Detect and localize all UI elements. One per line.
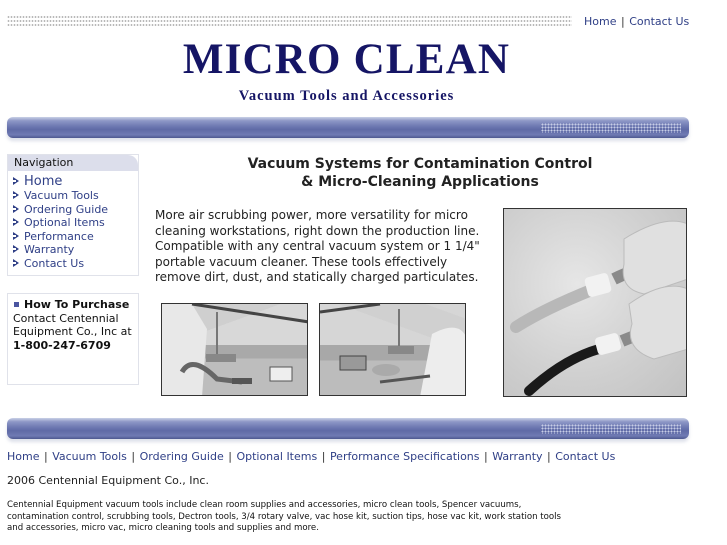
- sidebar-item-vacuum-tools[interactable]: [13, 189, 138, 203]
- arrow-bullet-icon: [13, 177, 20, 185]
- purchase-text: Contact Centennial Equipment Co., Inc at: [13, 311, 132, 339]
- sidebar-item-label[interactable]: Ordering Guide: [24, 202, 109, 216]
- page-title: [205, 155, 635, 191]
- vacuum-hose-tools-photo: [503, 208, 687, 397]
- page-title-line-1: Vacuum Systems for Contamination Control: [247, 156, 593, 172]
- sidebar-item-performance[interactable]: [13, 230, 138, 244]
- top-nav-home-link[interactable]: Home: [584, 15, 617, 28]
- arrow-bullet-icon: [13, 245, 20, 253]
- separator: |: [228, 450, 232, 463]
- separator: |: [321, 450, 326, 463]
- copyright-text: 2006 Centennial Equipment Co., Inc.: [7, 474, 209, 487]
- sidebar-item-label[interactable]: Performance: [24, 229, 94, 243]
- footer-link-optional-items[interactable]: Optional Items: [236, 450, 318, 463]
- separator: |: [547, 450, 551, 463]
- arrow-bullet-icon: [13, 218, 20, 226]
- decorative-dot-pattern: [7, 15, 572, 27]
- separator: |: [620, 15, 625, 28]
- arrow-bullet-icon: [13, 259, 20, 267]
- workstation-photo-2: [319, 303, 466, 396]
- sidebar-item-label[interactable]: Optional Items: [24, 216, 105, 230]
- intro-paragraph: More air scrubbing power, more versatility for micro cleaning workstations, right down the production line. Compatible with any central vacuum system or 1 1/4" portable vacuum cleaner. These tools effectively remove dirt, dust, and statically charged particulates.: [155, 208, 480, 284]
- workstation-photo-1: [161, 303, 308, 396]
- purchase-title: How To Purchase: [24, 298, 130, 311]
- sidebar-item-optional-items[interactable]: [13, 216, 138, 230]
- sidebar-item-label[interactable]: Warranty: [24, 243, 75, 257]
- page-title-line-2: & Micro-Cleaning Applications: [301, 174, 539, 190]
- logo-title: MICRO CLEAN: [182, 36, 511, 83]
- separator: |: [131, 450, 136, 463]
- footer-link-warranty[interactable]: Warranty: [492, 450, 543, 463]
- separator: |: [43, 450, 48, 463]
- footer-link-ordering-guide[interactable]: Ordering Guide: [139, 450, 224, 463]
- separator: |: [484, 450, 488, 463]
- footer-link-performance-specifications[interactable]: Performance Specifications: [329, 450, 480, 463]
- purchase-phone: 1-800-247-6709: [13, 338, 111, 352]
- purchase-info-box: [7, 293, 139, 385]
- sidebar-item-ordering-guide[interactable]: [13, 203, 138, 217]
- sidebar-item-label[interactable]: Contact Us: [24, 256, 85, 270]
- seo-description: Centennial Equipment vacuum tools include clean room supplies and accessories, micro clean tools, Spencer vacuums, contamination control, scrubbing tools, Dectron tools, 3/4 rotary valve, vac hose kit, suction tips, hose vac kit, work station tools and accessories, micro vac, micro cleaning tools and supplies and more.: [7, 500, 562, 533]
- top-nav: [584, 15, 689, 28]
- sidebar-navigation: [7, 154, 139, 276]
- navigation-heading: Navigation: [8, 155, 138, 171]
- footer-link-vacuum-tools[interactable]: Vacuum Tools: [52, 450, 127, 463]
- footer-link-home[interactable]: Home: [7, 450, 40, 463]
- purchase-title-row: [13, 298, 138, 312]
- header-divider-bar: [7, 117, 689, 138]
- footer-nav: [7, 450, 615, 463]
- sidebar-item-home[interactable]: [13, 174, 138, 189]
- navigation-list: [8, 171, 138, 271]
- sidebar-item-label[interactable]: Home: [24, 174, 63, 189]
- sidebar-item-label[interactable]: Vacuum Tools: [24, 189, 99, 202]
- top-nav-contact-link[interactable]: Contact Us: [629, 15, 690, 28]
- sidebar-item-warranty[interactable]: [13, 243, 138, 257]
- square-bullet-icon: [14, 302, 19, 307]
- sidebar-item-contact-us[interactable]: [13, 257, 138, 271]
- arrow-bullet-icon: [13, 205, 20, 213]
- arrow-bullet-icon: [13, 232, 20, 240]
- arrow-bullet-icon: [13, 191, 20, 199]
- footer-link-contact-us[interactable]: Contact Us: [555, 450, 616, 463]
- footer-divider-bar: [7, 418, 689, 439]
- decorative-dot-pattern: [541, 123, 681, 133]
- logo-subtitle: Vacuum Tools and Accessories: [238, 88, 455, 104]
- decorative-dot-pattern: [541, 424, 681, 434]
